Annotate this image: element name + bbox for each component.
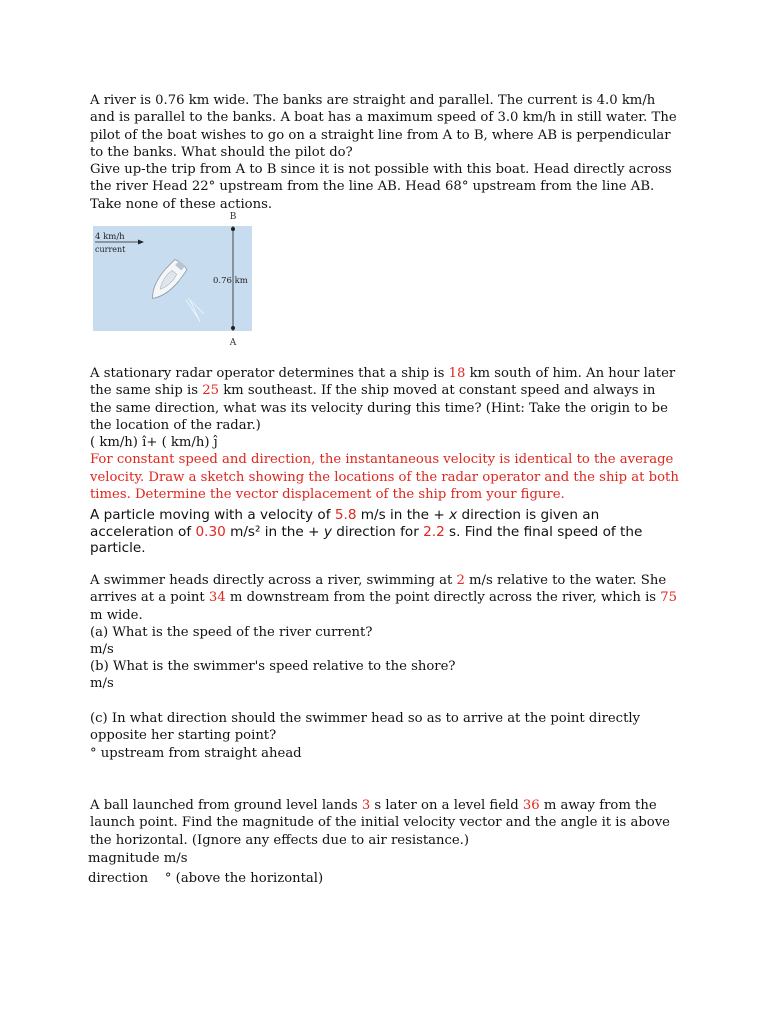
q5-time: 3: [361, 798, 371, 813]
q5-direction-line: [88, 870, 678, 887]
q4-part-b-block: [90, 658, 680, 693]
q3-text: [90, 507, 670, 557]
q4-downstream: 34: [208, 590, 226, 606]
q1-text: [90, 92, 680, 213]
q3-t2: m/s in the +: [356, 507, 450, 523]
q4-part-b-unit: m/s: [90, 676, 114, 692]
q3-time: 2.2: [423, 523, 445, 540]
q2-text-a: A stationary radar operator determines that a ship is: [90, 366, 449, 381]
q4-part-c-unit: ° upstream from straight ahead: [90, 745, 302, 761]
q2-text-c: km southeast. If the ship moved at constant speed and always in the same direction, what was its velocity during this time? (Hint: Take the origin to be the location of the radar.): [90, 383, 668, 433]
q2-hint: For constant speed and direction, the instantaneous velocity is identical to the average velocity. Draw a sketch showing the locations of the radar operator and the ship at both times. Determine the vector displacement of the ship from your figure.: [90, 452, 679, 503]
q4-part-a: (a) What is the speed of the river current?: [90, 624, 373, 640]
q4-t4: m wide.: [90, 607, 143, 623]
q4-t2: m/s relative to the water. She arrives at a point: [90, 573, 667, 606]
q4-speed: 2: [456, 573, 465, 588]
q3-acceleration: 0.30: [195, 523, 226, 540]
q5-t2: s later on a level field: [370, 798, 523, 813]
q2-south-km: 18: [448, 366, 466, 381]
current-label: current: [95, 245, 126, 254]
point-a-label: A: [229, 338, 237, 348]
q5-t3: m away from the launch point. Find the magnitude of the initial velocity vector and the angle it is above the horizontal. (Ignore any effects due to air resistance.): [90, 798, 670, 848]
q5-direction-label: direction: [88, 871, 149, 886]
q5-distance: 36: [522, 798, 540, 813]
q3-x: x: [449, 507, 458, 523]
current-speed-label: 4 km/h: [95, 232, 125, 242]
q5-t1: A ball launched from ground level lands: [90, 798, 362, 813]
q5-text: [90, 797, 680, 849]
q5-magnitude-line: magnitude m/s: [88, 851, 188, 866]
q4-text: [90, 572, 680, 658]
q1-prompt: A river is 0.76 km wide. The banks are straight and parallel. The current is 4.0 km/h and is parallel to the banks. A boat has a maximum speed of 3.0 km/h in still water. The pilot of the boat wishes to go on a straight line from A to B, where AB is perpendicular to the banks. What should the pilot do?: [90, 93, 677, 160]
q4-part-c: (c) In what direction should the swimmer head so as to arrive at the point directly opposite her starting point?: [90, 711, 641, 744]
q4-part-c-block: [90, 710, 680, 762]
q3-t6: s. Find the final speed of the particle.: [90, 523, 643, 557]
point-a-dot: [231, 326, 235, 330]
q5-direction-unit: ° (above the horizontal): [164, 871, 324, 886]
q1-options: Give up-the trip from A to B since it is not possible with this boat. Head directly across the river Head 22° upstream from the line AB. Head 68° upstream from the line AB. Take none of these actions.: [90, 162, 672, 212]
q3-y: y: [323, 523, 332, 540]
q4-t3: m downstream from the point directly across the river, which is: [225, 590, 661, 606]
q2-text: [90, 365, 680, 503]
q3-t4: m/s² in the +: [225, 523, 324, 540]
river-diagram: [80, 208, 270, 350]
q3-t3: direction is given an acceleration of: [90, 507, 600, 540]
q4-t1: A swimmer heads directly across a river, swimming at: [90, 573, 457, 588]
q4-width: 75: [660, 590, 678, 606]
q2-text-b: km south of him. An hour later the same ship is: [90, 366, 676, 399]
q2-southeast-km: 25: [202, 383, 219, 399]
q3-velocity: 5.8: [334, 507, 357, 523]
point-b-label: B: [229, 212, 237, 222]
point-b-dot: [231, 227, 235, 231]
q4-part-b: (b) What is the swimmer's speed relative to the shore?: [90, 659, 456, 674]
q2-answer-line: ( km/h) î+ ( km/h) ĵ: [90, 435, 218, 451]
q4-part-a-unit: m/s: [90, 642, 114, 658]
q3-t5: direction for: [331, 523, 424, 540]
q3-t1: A particle moving with a velocity of: [90, 507, 335, 523]
width-label: 0.76 km: [213, 276, 248, 286]
